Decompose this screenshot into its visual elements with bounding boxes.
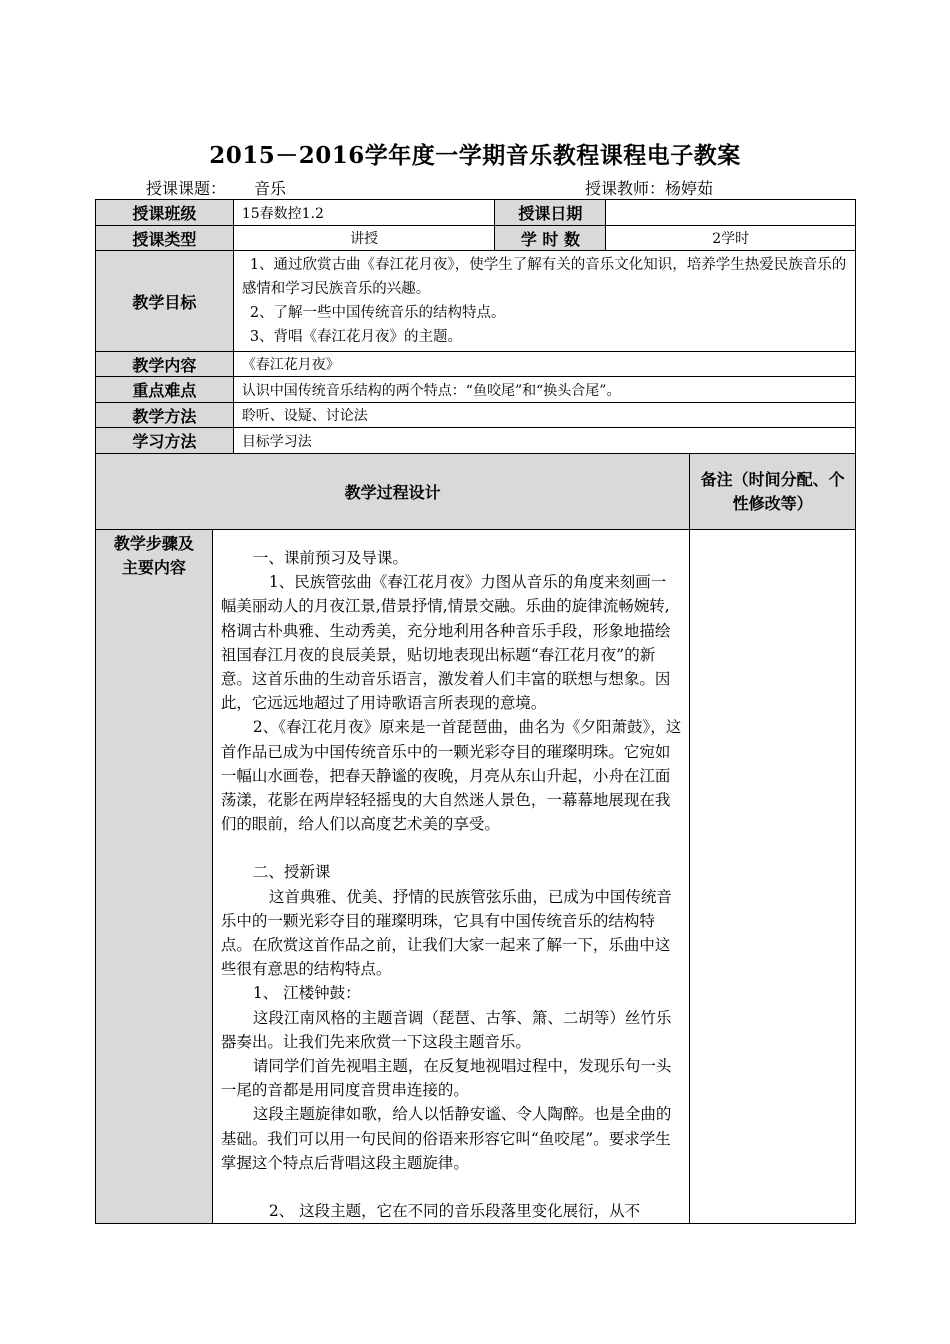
subject-value: 音乐 bbox=[254, 179, 287, 198]
teacher-value: 杨婷茹 bbox=[665, 179, 714, 198]
remark-header: 备注（时间分配、个性修改等） bbox=[690, 454, 856, 530]
paragraph: 这段主题旋律如歌，给人以恬静安谧、令人陶醉。也是全曲的基础。我们可以用一句民间的俗语来形容它叫“鱼咬尾”。要求学生掌握这个特点后背唱这段主题旋律。 bbox=[220, 1105, 672, 1172]
goal-content bbox=[233, 251, 855, 352]
class-value: 15春数控1.2 bbox=[233, 200, 495, 226]
subject-line bbox=[146, 176, 286, 199]
goal-item: 3、背唱《春江花月夜》的主题。 bbox=[249, 329, 463, 345]
page-title: 2015－2016学年度一学期音乐教程课程电子教案 bbox=[209, 142, 741, 169]
date-label: 授课日期 bbox=[495, 200, 606, 226]
paragraph: 二、授新课 bbox=[252, 863, 331, 882]
steps-label-text: 教学步骤及主要内容 bbox=[113, 534, 194, 577]
goal-item: 1、通过欣赏古曲《春江花月夜》，使学生了解有关的音乐文化知识，培养学生热爱民族音乐的感情和学习民族音乐的兴趣。 bbox=[241, 257, 847, 297]
process-table bbox=[95, 529, 856, 1224]
goal-item: 2、了解一些中国传统音乐的结构特点。 bbox=[249, 305, 506, 321]
teacher-label: 授课教师： bbox=[585, 179, 666, 198]
method-label: 教学方法 bbox=[96, 403, 234, 428]
focus-value: 认识中国传统音乐结构的两个特点：“鱼咬尾”和“换头合尾”。 bbox=[233, 377, 855, 403]
paragraph: 1、民族管弦曲《春江花月夜》力图从音乐的角度来刻画一幅美丽动人的月夜江景,借景抒情,情景交融。乐曲的旋律流畅婉转,格调古朴典雅、生动秀美，充分地利用各种音乐手段，形象地描绘祖国春江月夜的良辰美景，贴切地表现出标题“春江花月夜”的新意。这首乐曲的生动音乐语言，激发着人们丰富的联想与想象。因此，它远远地超过了用诗歌语言所表现的意境。 bbox=[220, 573, 671, 713]
remark-cell bbox=[690, 530, 856, 1224]
process-header: 教学过程设计 bbox=[96, 454, 690, 530]
type-value: 讲授 bbox=[233, 226, 495, 251]
focus-label: 重点难点 bbox=[96, 377, 234, 403]
date-value bbox=[606, 200, 856, 226]
steps-label bbox=[96, 530, 213, 1224]
process-content bbox=[212, 530, 689, 1224]
teacher-line bbox=[585, 176, 713, 199]
method-value: 聆听、设疑、讨论法 bbox=[233, 403, 855, 428]
hours-label: 学 时 数 bbox=[495, 226, 606, 251]
goal-label: 教学目标 bbox=[96, 251, 234, 352]
content-label: 教学内容 bbox=[96, 352, 234, 377]
subject-label: 授课课题： bbox=[146, 179, 227, 198]
learn-label: 学习方法 bbox=[96, 428, 234, 454]
paragraph: 2、 这段主题，它在不同的音乐段落里变化展衍，从不 bbox=[268, 1202, 641, 1221]
hours-value: 2学时 bbox=[606, 226, 856, 251]
type-label: 授课类型 bbox=[96, 226, 234, 251]
paragraph: 一、课前预习及导课。 bbox=[252, 549, 408, 567]
content-value: 《春江花月夜》 bbox=[233, 352, 855, 377]
lesson-info-table bbox=[95, 199, 856, 454]
paragraph: 这段江南风格的主题音调（琵琶、古筝、箫、二胡等）丝竹乐器奏出。让我们先来欣赏一下这段主题音乐。 bbox=[220, 1008, 672, 1051]
paragraph: 1、 江楼钟鼓： bbox=[252, 984, 361, 1003]
paragraph: 请同学们首先视唱主题，在反复地视唱过程中，发现乐句一头一尾的音都是用同度音贯串连接的。 bbox=[220, 1057, 672, 1100]
process-header-table bbox=[95, 453, 856, 530]
learn-value: 目标学习法 bbox=[233, 428, 855, 454]
paragraph: 2、《春江花月夜》原来是一首琵琶曲，曲名为《夕阳萧鼓》，这首作品已成为中国传统音乐中的一颗光彩夺目的璀璨明珠。它宛如一幅山水画卷，把春天静谧的夜晚，月亮从东山升起，小舟在江面荡漾，花影在两岸轻轻摇曳的大自然迷人景色，一幕幕地展现在我们的眼前，给人们以高度艺术美的享受。 bbox=[220, 718, 682, 834]
class-label: 授课班级 bbox=[96, 200, 234, 226]
paragraph: 这首典雅、优美、抒情的民族管弦乐曲，已成为中国传统音乐中的一颗光彩夺目的璀璨明珠，它具有中国传统音乐的结构特点。在欣赏这首作品之前，让我们大家一起来了解一下，乐曲中这些很有意思的结构特点。 bbox=[220, 887, 672, 979]
